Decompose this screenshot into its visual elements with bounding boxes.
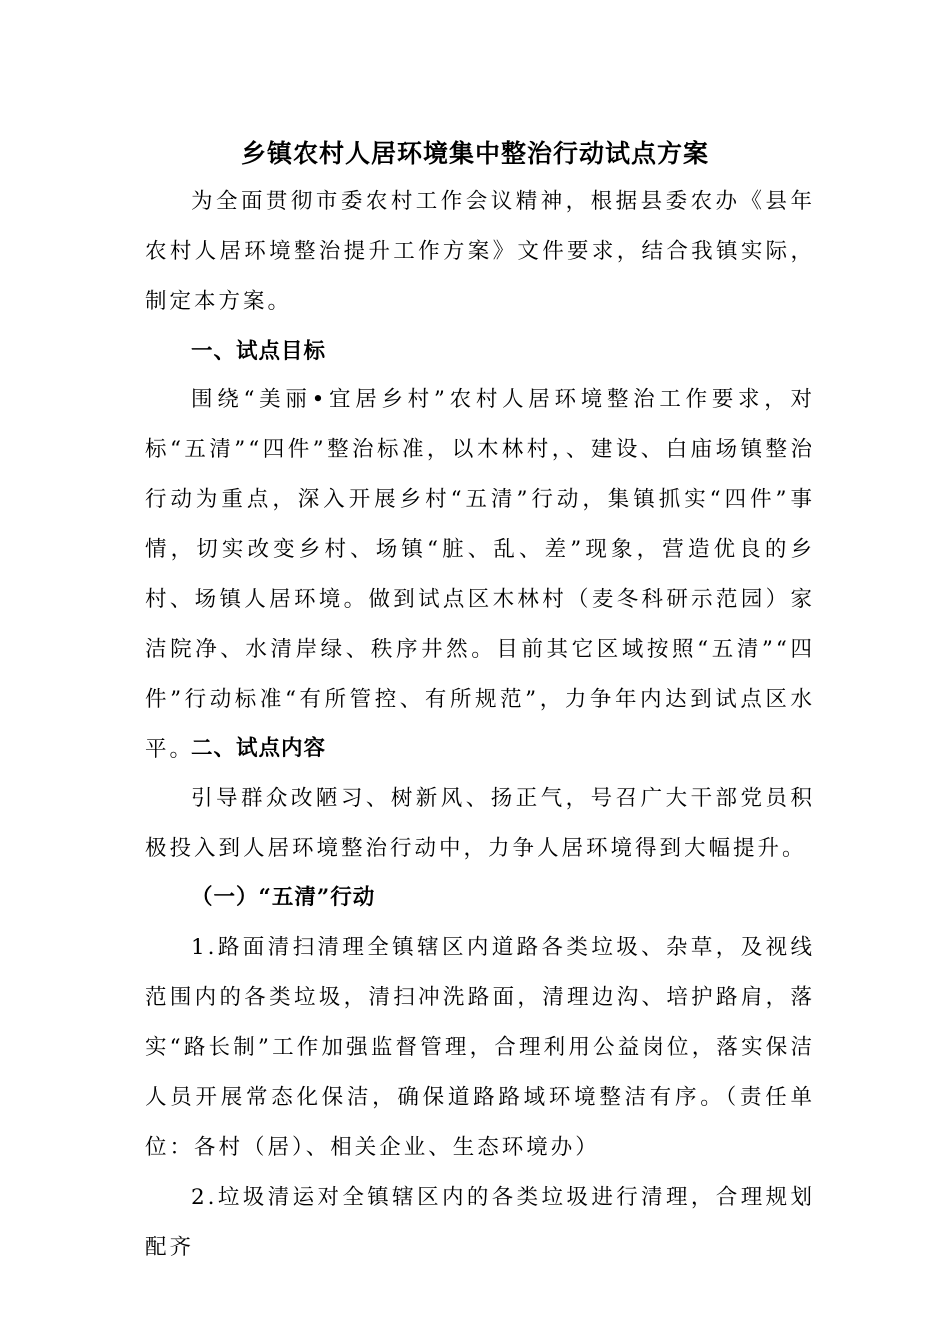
subsection1-heading: （一）“五清”行动 [191,885,376,910]
section2-paragraph: 引导群众改陋习、树新风、扬正气，号召广大干部党员积极投入到人居环境整治行动中，力争人居环境得到大幅提升。 [145,786,815,861]
intro-paragraph: 为全面贯彻市委农村工作会议精神，根据县委农办《县年农村人居环境整治提升工作方案》文件要求，结合我镇实际，制定本方案。 [145,189,815,314]
item2-paragraph: 2.垃圾清运对全镇辖区内的各类垃圾进行清理，合理规划配齐 [145,1185,815,1260]
section1-paragraph: 围绕“美丽•宜居乡村”农村人居环境整治工作要求，对标“五清”“四件”整治标准，以木林村，、建设、白庙场镇整治行动为重点，深入开展乡村“五清”行动，集镇抓实“四件”事情，切实改变乡村、场镇“脏、乱、差”现象，营造优良的乡村、场镇人居环境。做到试点区木林村（麦冬科研示范园）家洁院净、水清岸绿、秩序井然。目前其它区域按照“五清”“四件”行动标准“有所管控、有所规范”，力争年内达到试点区水平。 [145,387,815,762]
section2-heading: 二、试点内容 [191,736,327,761]
section1-heading: 一、试点目标 [191,339,327,364]
item1-paragraph: 1.路面清扫清理全镇辖区内道路各类垃圾、杂草，及视线范围内的各类垃圾，清扫冲洗路面，清理边沟、培护路肩，落实“路长制”工作加强监督管理，合理利用公益岗位，落实保洁人员开展常态化保洁，确保道路路域环境整洁有序。（责任单位：各村（居）、相关企业、生态环境办） [145,935,815,1160]
document-title: 乡镇农村人居环境集中整治行动试点方案 [240,139,709,168]
